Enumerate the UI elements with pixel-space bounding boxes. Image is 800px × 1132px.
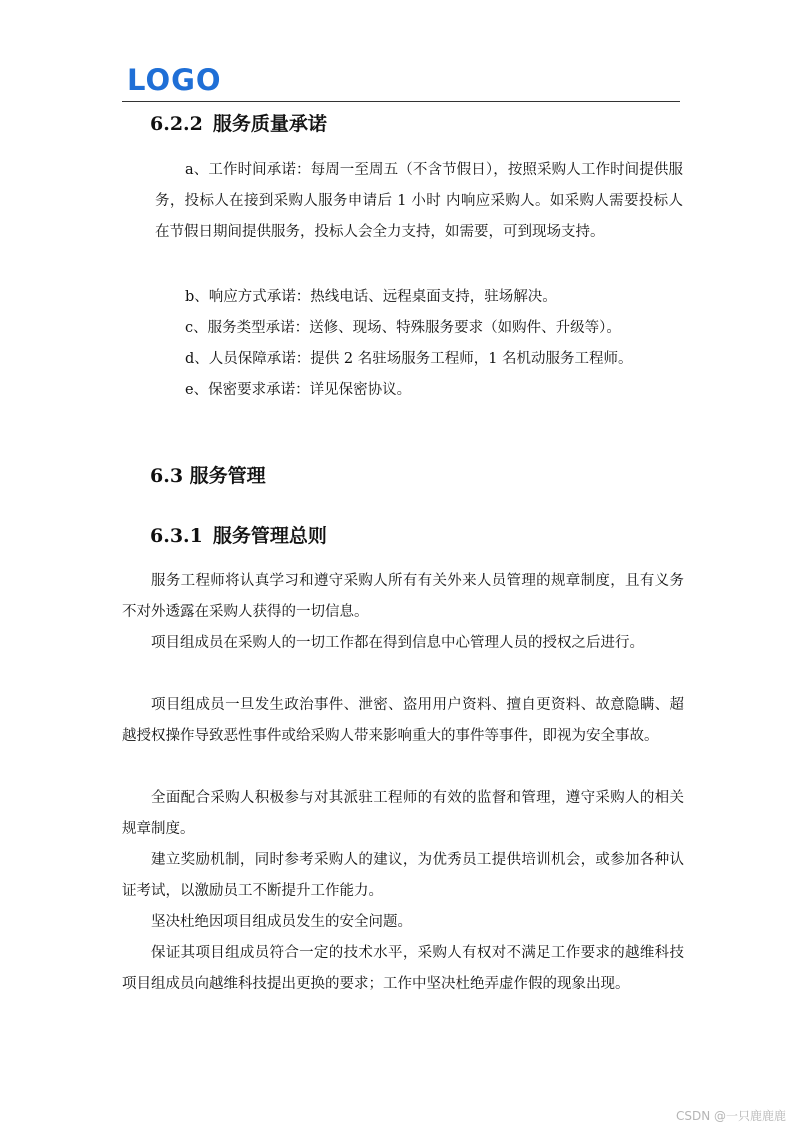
paragraph: 全面配合采购人积极参与对其派驻工程师的有效的监督和管理，遵守采购人的相关规章制度。 — [122, 790, 684, 837]
paragraph: 项目组成员一旦发生政治事件、泄密、盗用用户资料、擅自更资料、故意隐瞒、超越授权操作导致恶性事件或给采购人带来影响重大的事件等事件，即视为安全事故。 — [122, 697, 684, 744]
commitment-item-a: a、工作时间承诺：每周一至周五（不含节假日），按照采购人工作时间提供服务，投标人在接到采购人服务申请后 1 小时 内响应采购人。如采购人需要投标人在节假日期间提供服务，投标人会全力支持，如需要，可到现场支持。 — [155, 162, 683, 240]
paragraph: 服务工程师将认真学习和遵守采购人所有有关外来人员管理的规章制度，且有义务不对外透露在采购人获得的一切信息。 — [122, 573, 684, 620]
paragraph: 项目组成员在采购人的一切工作都在得到信息中心管理人员的授权之后进行。 — [151, 635, 644, 651]
paragraph: 坚决杜绝因项目组成员发生的安全问题。 — [151, 914, 412, 930]
section-6-2-2-heading — [150, 112, 327, 136]
section-title: 服务管理总则 — [212, 525, 327, 547]
section-number: 6.3.1 — [150, 525, 203, 547]
watermark: CSDN @一只鹿鹿鹿 — [675, 1109, 786, 1123]
paragraph: 建立奖励机制，同时参考采购人的建议，为优秀员工提供培训机会，或参加各种认证考试，以激励员工不断提升工作能力。 — [122, 852, 684, 899]
section-6-3-heading: 6.3 服务管理 — [150, 465, 266, 487]
commitment-item-d: d、人员保障承诺：提供 2 名驻场服务工程师，1 名机动服务工程师。 — [185, 351, 633, 367]
logo: LOGO — [127, 63, 222, 97]
commitment-item-e: e、保密要求承诺：详见保密协议。 — [185, 382, 412, 398]
section-6-3-1-heading — [150, 524, 327, 548]
paragraph: 保证其项目组成员符合一定的技术水平，采购人有权对不满足工作要求的越维科技项目组成员向越维科技提出更换的要求；工作中坚决杜绝弄虚作假的现象出现。 — [122, 945, 684, 992]
commitment-item-b: b、响应方式承诺：热线电话、远程桌面支持，驻场解决。 — [185, 289, 557, 305]
section-title: 服务质量承诺 — [212, 113, 327, 135]
commitment-item-c: c、服务类型承诺：送修、现场、特殊服务要求（如购件、升级等）。 — [185, 320, 621, 336]
page-header — [122, 60, 680, 102]
section-number: 6.2.2 — [150, 113, 203, 135]
